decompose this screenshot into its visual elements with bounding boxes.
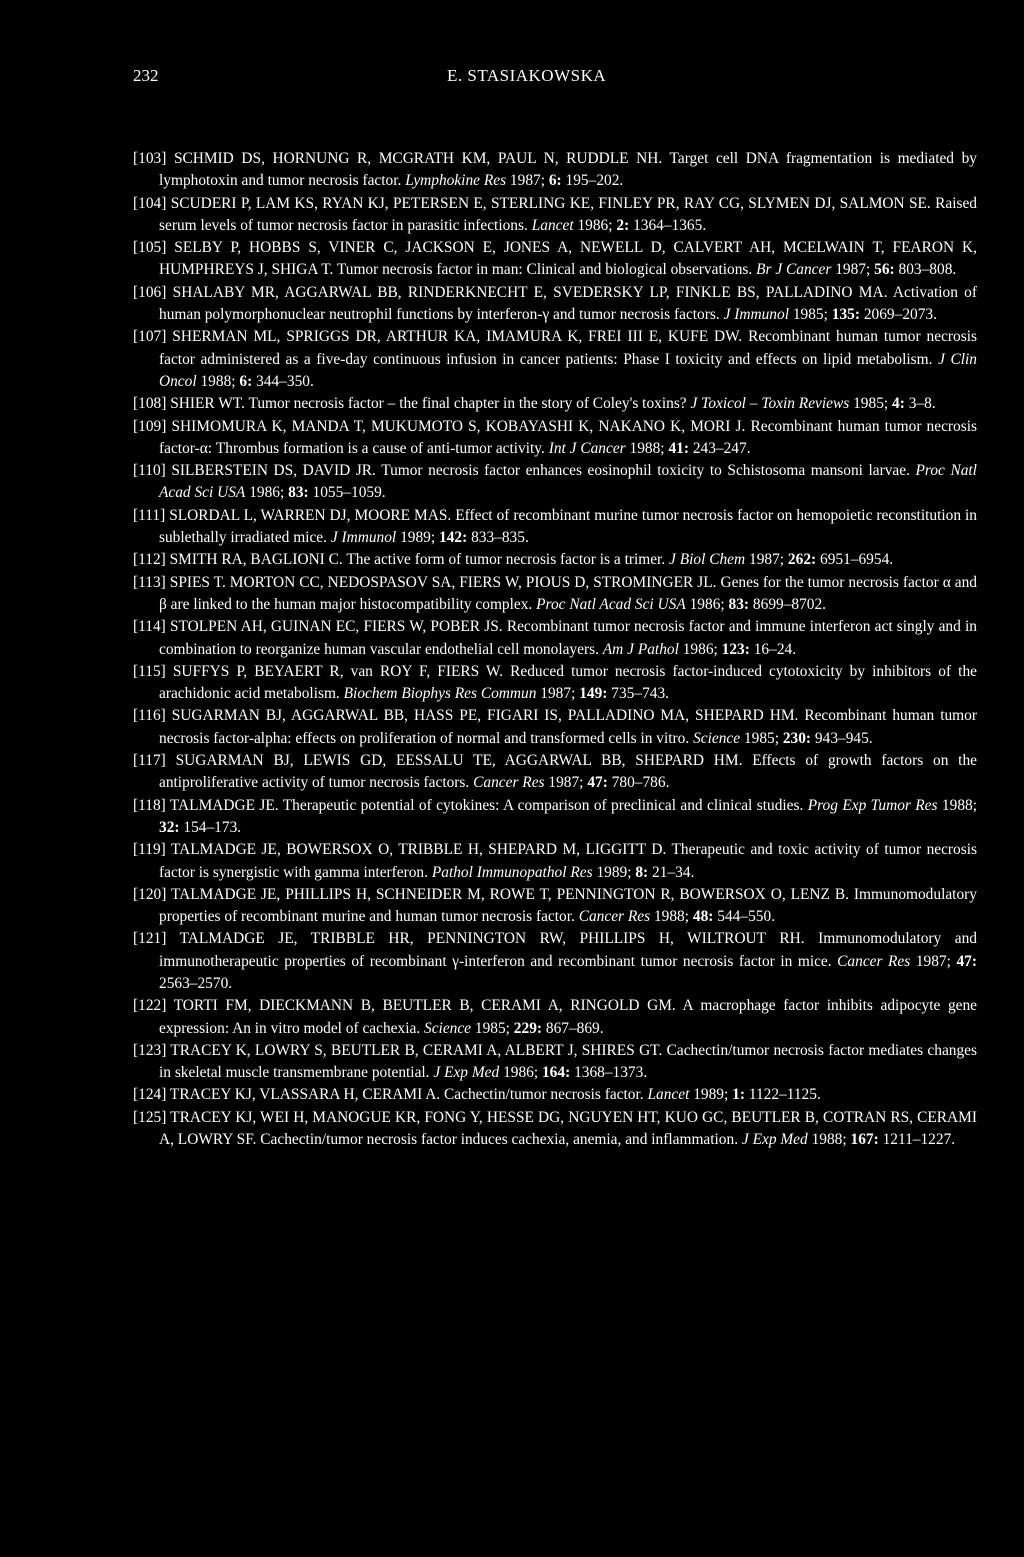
reference-title: Cachectin/tumor necrosis factor induces cachexia, anemia, and inflammation.: [260, 1131, 739, 1149]
page-number: 232: [133, 66, 159, 85]
reference-volume: 8:: [635, 863, 649, 881]
reference-title: Therapeutic potential of cytokines: A comparison of preclinical and clinical studies.: [282, 796, 804, 814]
reference-authors: SCUDERI P, LAM KS, RYAN KJ, PETERSEN E, STERLING KE, FINLEY PR, RAY CG, SLYMEN DJ, SALMON SE.: [170, 194, 931, 212]
reference-journal: Lancet: [531, 216, 574, 234]
reference-pages: 195–202.: [565, 172, 624, 190]
reference-title: Tumor necrosis factor in man: Clinical and biological observations.: [336, 261, 753, 279]
reference-year: 1989;: [400, 529, 436, 547]
reference-authors: TALMADGE JE, TRIBBLE HR, PENNINGTON RW, PHILLIPS H, WILTROUT RH.: [179, 930, 805, 948]
reference-number: [125]: [133, 1108, 167, 1126]
reference-authors: STOLPEN AH, GUINAN EC, FIERS W, POBER JS.: [169, 618, 503, 636]
reference-pages: 1364–1365.: [633, 216, 707, 234]
reference-entry: [133, 884, 977, 929]
reference-journal: Biochem Biophys Res Commun: [343, 685, 537, 703]
reference-number: [111]: [133, 506, 166, 524]
reference-title: Cachectin/tumor necrosis factor.: [444, 1086, 644, 1104]
reference-volume: 6:: [239, 372, 253, 390]
reference-pages: 735–743.: [611, 685, 669, 703]
reference-entry: [133, 616, 977, 661]
reference-volume: 167:: [850, 1131, 879, 1149]
reference-volume: 262:: [787, 551, 817, 569]
reference-journal: Int J Cancer: [548, 439, 626, 457]
reference-volume: 229:: [513, 1019, 543, 1037]
reference-volume: 1:: [732, 1086, 745, 1104]
reference-pages: 243–247.: [692, 439, 751, 457]
reference-entry: [133, 326, 977, 393]
reference-year: 1986;: [577, 216, 613, 234]
reference-authors: SCHMID DS, HORNUNG R, MCGRATH KM, PAUL N, RUDDLE NH.: [173, 150, 663, 167]
reference-journal: J Immunol: [330, 529, 397, 547]
reference-pages: 21–34.: [652, 863, 695, 881]
reference-title: Recombinant human tumor necrosis factor-alpha: effects on proliferation of normal and transformed cells in vitro.: [159, 707, 977, 747]
reference-pages: 16–24.: [753, 640, 797, 658]
reference-authors: SHIMOMURA K, MANDA T, MUKUMOTO S, KOBAYASHI K, NAKANO K, MORI J.: [171, 417, 746, 435]
reference-number: [123]: [133, 1041, 167, 1059]
reference-number: [112]: [133, 551, 166, 569]
reference-pages: 1122–1125.: [748, 1086, 821, 1104]
reference-year: 1987;: [509, 172, 545, 190]
reference-pages: 2069–2073.: [863, 306, 937, 324]
reference-volume: 47:: [587, 774, 608, 792]
reference-journal: Cancer Res: [578, 908, 651, 926]
reference-authors: SUFFYS P, BEYAERT R, van ROY F, FIERS W.: [172, 662, 503, 680]
reference-journal: J Clin Oncol: [159, 350, 977, 390]
reference-year: 1985;: [792, 306, 828, 324]
reference-volume: 149:: [579, 685, 608, 703]
reference-year: 1988;: [941, 796, 977, 814]
reference-pages: 3–8.: [908, 395, 936, 413]
reference-journal: Proc Natl Acad Sci USA: [536, 595, 686, 613]
reference-volume: 56:: [874, 261, 895, 279]
reference-pages: 1055–1059.: [312, 484, 386, 502]
reference-title: The active form of tumor necrosis factor is a trimer.: [346, 551, 666, 569]
reference-number: [116]: [133, 707, 166, 725]
reference-volume: 6:: [548, 172, 562, 190]
reference-volume: 123:: [721, 640, 750, 658]
reference-authors: TRACEY K, LOWRY S, BEUTLER B, CERAMI A, ALBERT J, SHIRES GT.: [170, 1041, 663, 1059]
reference-year: 1987;: [835, 261, 871, 279]
reference-title: A macrophage factor inhibits adipocyte gene expression: An in vitro model of cachexia.: [159, 997, 978, 1037]
reference-year: 1987;: [540, 685, 576, 703]
running-title: E. STASIAKOWSKA: [447, 66, 607, 85]
reference-title: Tumor necrosis factor enhances eosinophil toxicity to Schistosoma mansoni larvae.: [381, 462, 910, 480]
reference-authors: TALMADGE JE.: [169, 796, 279, 814]
reference-pages: 8699–8702.: [752, 595, 827, 613]
reference-entry: [133, 750, 977, 795]
reference-year: 1987;: [749, 551, 785, 569]
reference-journal: J Biol Chem: [669, 551, 746, 569]
reference-title: Genes for the tumor necrosis factor α and β are linked to the human major histocompatibility complex.: [159, 573, 977, 613]
reference-title: Activation of human polymorphonuclear neutrophil functions by interferon-γ and tumor necrosis factors.: [159, 283, 978, 324]
reference-pages: 867–869.: [545, 1019, 604, 1037]
reference-volume: 83:: [288, 484, 309, 502]
reference-pages: 833–835.: [471, 529, 529, 547]
reference-list: [133, 148, 977, 1151]
reference-number: [107]: [133, 328, 167, 346]
reference-year: 1985;: [853, 395, 889, 413]
reference-authors: SLORDAL L, WARREN DJ, MOORE MAS.: [169, 506, 452, 524]
reference-pages: 544–550.: [717, 908, 775, 926]
reference-entry: [133, 1084, 977, 1106]
reference-journal: J Exp Med: [741, 1131, 808, 1149]
reference-entry: [133, 661, 977, 706]
reference-journal: Proc Natl Acad Sci USA: [159, 462, 977, 502]
reference-journal: Am J Pathol: [602, 640, 679, 658]
reference-entry: [133, 237, 977, 282]
reference-title: Raised serum levels of tumor necrosis factor in parasitic infections.: [159, 194, 977, 234]
reference-volume: 47:: [956, 952, 977, 970]
reference-number: [122]: [133, 997, 167, 1015]
reference-year: 1989;: [596, 863, 632, 881]
reference-journal: Cancer Res: [837, 952, 911, 970]
reference-year: 1987;: [548, 774, 584, 792]
reference-journal: Science: [693, 729, 741, 747]
reference-year: 1986;: [249, 484, 285, 502]
reference-entry: [133, 572, 977, 617]
reference-title: Reduced tumor necrosis factor-induced cytotoxicity by inhibitors of the arachidonic acid metabolism.: [159, 662, 977, 703]
reference-journal: Lancet: [647, 1086, 690, 1104]
reference-pages: 1211–1227.: [882, 1131, 956, 1149]
reference-authors: SHALABY MR, AGGARWAL BB, RINDERKNECHT E, SVEDERSKY LP, FINKLE BS, PALLADINO MA.: [172, 283, 888, 301]
reference-entry: [133, 1107, 977, 1152]
reference-pages: 803–808.: [898, 261, 957, 279]
reference-entry: [133, 995, 977, 1040]
reference-year: 1985;: [743, 729, 779, 747]
reference-volume: 41:: [668, 439, 689, 457]
reference-volume: 142:: [439, 529, 468, 547]
reference-entry: [133, 416, 977, 461]
reference-authors: SHIER WT.: [170, 395, 245, 413]
reference-year: 1988;: [811, 1131, 847, 1149]
reference-number: [114]: [133, 618, 166, 636]
reference-title: Recombinant human tumor necrosis factor administered as a five-day continuous infusion in cancer patients: Phase I toxicity and effects on lipid metabolism.: [159, 328, 977, 368]
reference-entry: [133, 505, 977, 550]
reference-authors: TALMADGE JE, PHILLIPS H, SCHNEIDER M, ROWE T, PENNINGTON R, BOWERSOX O, LENZ B.: [171, 885, 849, 903]
reference-title: Effects of growth factors on the antiproliferative activity of tumor necrosis factors.: [159, 752, 977, 792]
reference-number: [120]: [133, 885, 167, 903]
reference-year: 1986;: [682, 640, 718, 658]
reference-year: 1985;: [474, 1019, 510, 1037]
reference-journal: Science: [424, 1019, 472, 1037]
reference-pages: 154–173.: [183, 818, 242, 836]
reference-entry: [133, 193, 977, 238]
reference-title: Therapeutic and toxic activity of tumor necrosis factor is synergistic with gamma interferon.: [159, 841, 977, 881]
reference-journal: Lymphokine Res: [405, 172, 507, 190]
reference-journal: J Toxicol – Toxin Reviews: [690, 395, 850, 413]
reference-authors: SELBY P, HOBBS S, VINER C, JACKSON E, JONES A, NEWELL D, CALVERT AH, MCELWAIN T, FEARON K, HUMPHREYS J, SHIGA T.: [159, 239, 977, 279]
reference-journal: Pathol Immunopathol Res: [431, 863, 593, 881]
reference-entry: [133, 705, 977, 750]
reference-volume: 4:: [892, 395, 905, 413]
reference-number: [124]: [133, 1086, 167, 1104]
reference-entry: [133, 1040, 977, 1085]
reference-year: 1988;: [629, 439, 665, 457]
reference-number: [121]: [133, 930, 167, 948]
reference-authors: SUGARMAN BJ, AGGARWAL BB, HASS PE, FIGARI IS, PALLADINO MA, SHEPARD HM.: [171, 707, 799, 725]
reference-volume: 135:: [831, 306, 860, 324]
reference-year: 1989;: [693, 1086, 729, 1104]
reference-authors: SILBERSTEIN DS, DAVID JR.: [171, 462, 376, 480]
reference-year: 1986;: [503, 1064, 539, 1082]
reference-title: Recombinant human tumor necrosis factor-α: Thrombus formation is a cause of anti-tumor activity.: [159, 417, 977, 457]
reference-year: 1988;: [200, 372, 236, 390]
reference-entry: [133, 795, 977, 840]
reference-number: [110]: [133, 462, 166, 480]
reference-pages: 6951–6954.: [820, 551, 894, 569]
reference-number: [119]: [133, 841, 166, 859]
reference-authors: TRACEY KJ, WEI H, MANOGUE KR, FONG Y, HESSE DG, NGUYEN HT, KUO GC, BEUTLER B, COTRAN RS, CERAMI A, LOWRY SF.: [159, 1108, 977, 1149]
reference-title: Target cell DNA fragmentation is mediated by lymphotoxin and tumor necrosis factor.: [159, 150, 977, 190]
reference-number: [108]: [133, 395, 167, 413]
reference-number: [109]: [133, 417, 167, 435]
reference-entry: [133, 839, 977, 884]
reference-journal: Br J Cancer: [756, 261, 832, 279]
reference-authors: SUGARMAN BJ, LEWIS GD, EESSALU TE, AGGARWAL BB, SHEPARD HM.: [175, 752, 743, 770]
reference-title: Immunomodulatory properties of recombinant murine and human tumor necrosis factor.: [159, 885, 977, 926]
reference-volume: 83:: [728, 595, 750, 613]
reference-pages: 943–945.: [814, 729, 873, 747]
reference-journal: Prog Exp Tumor Res: [807, 796, 938, 814]
reference-title: Cachectin/tumor necrosis factor mediates changes in skeletal muscle transmembrane potential.: [159, 1041, 977, 1082]
reference-number: [113]: [133, 573, 166, 591]
reference-year: 1986;: [689, 595, 725, 613]
reference-entry: [133, 393, 977, 415]
reference-volume: 32:: [159, 818, 180, 836]
reference-number: [115]: [133, 662, 166, 680]
reference-journal: Cancer Res: [473, 774, 545, 792]
reference-pages: 344–350.: [256, 372, 314, 390]
reference-year: 1987;: [915, 952, 951, 970]
reference-entry: [133, 928, 977, 995]
reference-entry: [133, 148, 977, 193]
reference-authors: SMITH RA, BAGLIONI C.: [169, 551, 343, 569]
reference-authors: TRACEY KJ, VLASSARA H, CERAMI A.: [169, 1086, 441, 1104]
reference-volume: 164:: [541, 1064, 571, 1082]
reference-entry: [133, 549, 977, 571]
reference-title: Effect of recombinant murine tumor necrosis factor on hemopoietic reconstitution in sublethally irradiated mice.: [159, 506, 977, 547]
reference-authors: SHERMAN ML, SPRIGGS DR, ARTHUR KA, IMAMURA K, FREI III E, KUFE DW.: [172, 328, 743, 346]
reference-volume: 230:: [782, 729, 812, 747]
reference-number: [103]: [133, 150, 167, 167]
reference-number: [118]: [133, 796, 166, 814]
reference-number: [117]: [133, 752, 166, 770]
reference-entry: [133, 282, 977, 327]
reference-journal: J Immunol: [723, 306, 789, 324]
reference-number: [106]: [133, 283, 167, 301]
reference-number: [104]: [133, 194, 167, 212]
reference-volume: 2:: [616, 216, 630, 234]
reference-authors: TORTI FM, DIECKMANN B, BEUTLER B, CERAMI A, RINGOLD GM.: [173, 997, 676, 1015]
reference-title: Immunomodulatory and immunotherapeutic properties of recombinant γ-interferon and recombinant tumor necrosis factor in mice.: [159, 930, 977, 970]
reference-title: Recombinant tumor necrosis factor and immune interferon act singly and in combination to reorganize human vascular endothelial cell monolayers.: [159, 618, 977, 658]
reference-journal: J Exp Med: [433, 1064, 500, 1082]
reference-pages: 2563–2570.: [159, 974, 233, 992]
reference-volume: 48:: [692, 908, 714, 926]
reference-pages: 780–786.: [611, 774, 670, 792]
reference-authors: TALMADGE JE, BOWERSOX O, TRIBBLE H, SHEPARD M, LIGGITT D.: [170, 841, 667, 859]
reference-entry: [133, 460, 977, 505]
reference-year: 1988;: [653, 908, 690, 926]
reference-authors: SPIES T. MORTON CC, NEDOSPASOV SA, FIERS W, PIOUS D, STROMINGER JL.: [169, 573, 717, 591]
reference-pages: 1368–1373.: [574, 1064, 648, 1082]
reference-number: [105]: [133, 239, 167, 257]
reference-title: Tumor necrosis factor – the final chapter in the story of Coley's toxins?: [248, 395, 687, 413]
